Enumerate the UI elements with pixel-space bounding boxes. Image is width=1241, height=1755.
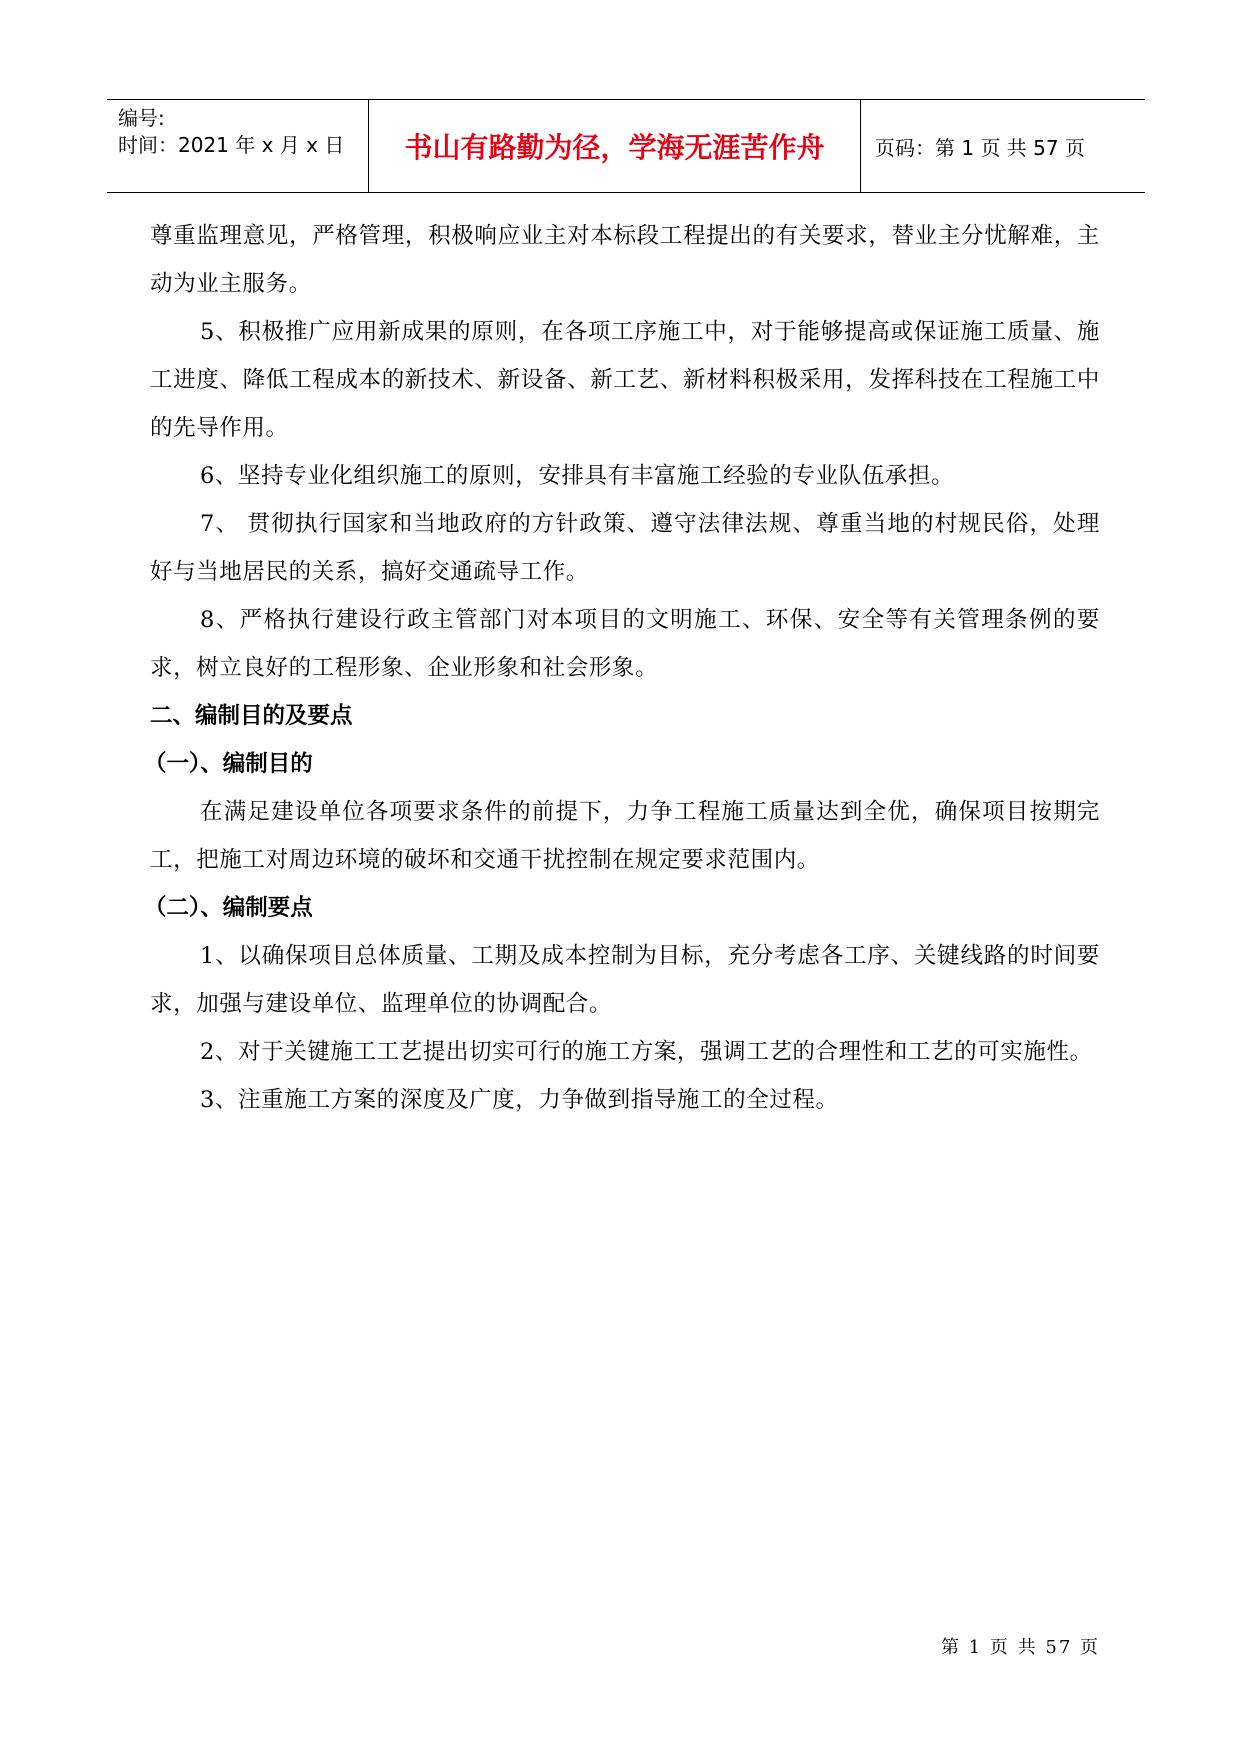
subsection-heading-keypoints: （二）、编制要点 bbox=[144, 895, 313, 921]
document-time-label: 时间：2021 年 x 月 x 日 bbox=[118, 133, 345, 157]
header-page-code: 页码：第 1 页 共 57 页 bbox=[875, 135, 1085, 160]
page-footer: 第 1 页 共 57 页 bbox=[941, 1637, 1100, 1658]
body-paragraph: 在满足建设单位各项要求条件的前提下，力争工程施工质量达到全优，确保项目按期完工，把施工对周边环境的破坏和交通干扰控制在规定要求范围内。 bbox=[150, 799, 1100, 873]
keypoint-item: 2、对于关键施工工艺提出切实可行的施工方案，强调工艺的合理性和工艺的可实施性。 bbox=[200, 1039, 1093, 1065]
keypoint-item: 3、注重施工方案的深度及广度，力争做到指导施工的全过程。 bbox=[200, 1087, 839, 1113]
body-paragraph: 5、积极推广应用新成果的原则，在各项工序施工中，对于能够提高或保证施工质量、施工进度、降低工程成本的新技术、新设备、新工艺、新材料积极采用，发挥科技在工程施工中的先导作用。 bbox=[150, 319, 1100, 441]
body-paragraph: 尊重监理意见，严格管理，积极响应业主对本标段工程提出的有关要求，替业主分忧解难，主动为业主服务。 bbox=[150, 223, 1100, 297]
body-paragraph: 8、严格执行建设行政主管部门对本项目的文明施工、环保、安全等有关管理条例的要求，树立良好的工程形象、企业形象和社会形象。 bbox=[150, 607, 1100, 681]
body-paragraph: 6、坚持专业化组织施工的原则，安排具有丰富施工经验的专业队伍承担。 bbox=[200, 463, 955, 489]
header-page-cell bbox=[861, 100, 1145, 192]
header-motto: 书山有路勤为径，学海无涯苦作舟 bbox=[404, 131, 825, 164]
subsection-heading-purpose: （一）、编制目的 bbox=[144, 751, 313, 777]
document-body bbox=[144, 212, 1100, 1124]
header-meta-cell bbox=[107, 100, 369, 192]
document-number-label: 编号: bbox=[118, 106, 165, 130]
body-paragraph: 7、 贯彻执行国家和当地政府的方针政策、遵守法律法规、尊重当地的村规民俗，处理好与当地居民的关系，搞好交通疏导工作。 bbox=[150, 511, 1100, 585]
header-motto-cell bbox=[369, 100, 861, 192]
section-heading: 二、编制目的及要点 bbox=[150, 703, 353, 729]
keypoint-item: 1、以确保项目总体质量、工期及成本控制为目标，充分考虑各工序、关键线路的时间要求，加强与建设单位、监理单位的协调配合。 bbox=[150, 943, 1100, 1017]
document-header bbox=[107, 99, 1145, 193]
